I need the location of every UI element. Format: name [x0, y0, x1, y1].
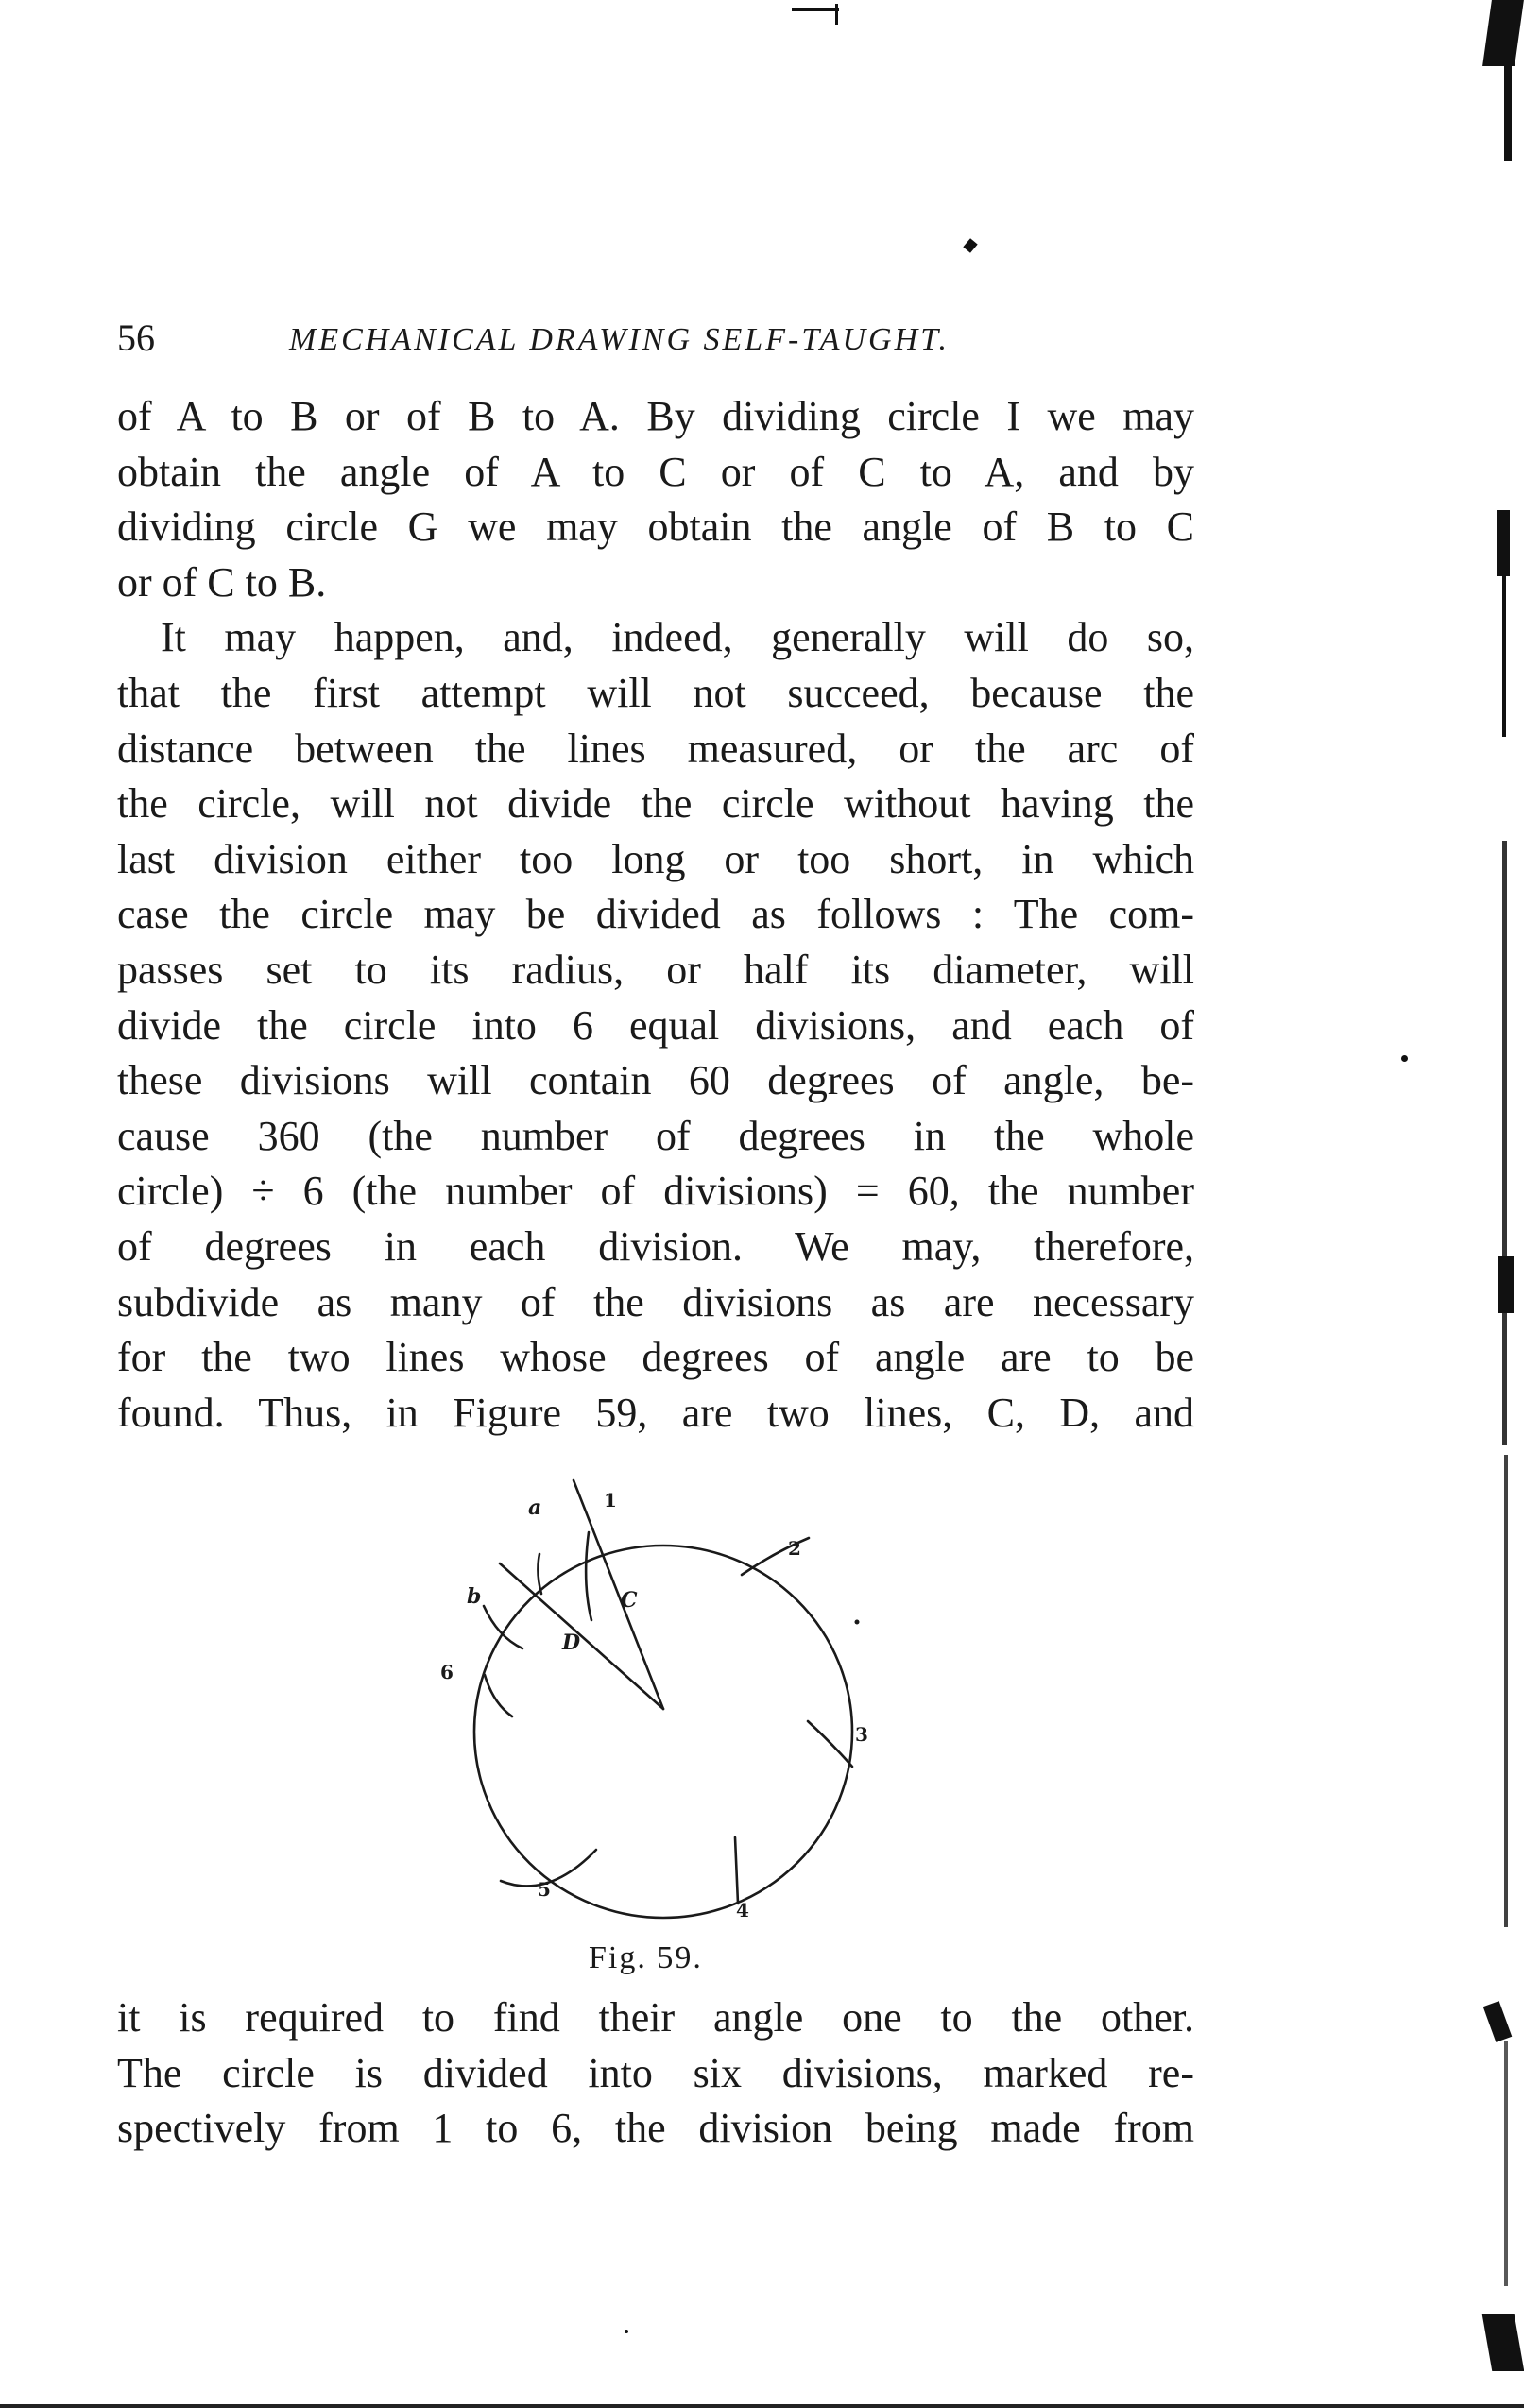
scan-speck	[1401, 1055, 1408, 1062]
label-4: 4	[736, 1899, 749, 1921]
text-line: circle) ÷ 6 (the number of divisions) = 60, the number	[117, 1168, 1194, 1215]
text-line: divide the circle into 6 equal divisions, and each of	[117, 1001, 1194, 1049]
label-a: a	[528, 1495, 542, 1520]
running-head	[117, 315, 1194, 362]
scan-edge-shadow	[1481, 0, 1524, 2408]
scan-speck	[963, 238, 977, 253]
arc-mark-3	[808, 1721, 852, 1767]
scan-top-mark	[792, 8, 839, 11]
text-line: last division either too long or too short, in which	[117, 835, 1194, 882]
text-line: spectively from 1 to 6, the division being made from	[117, 2105, 1194, 2152]
scan-top-mark	[835, 4, 838, 25]
text-line: case the circle may be divided as follows : The com-	[117, 891, 1194, 938]
page-number: 56	[117, 316, 155, 359]
text-line: subdivide as many of the divisions as are necessary	[117, 1278, 1194, 1325]
text-line: It may happen, and, indeed, generally will do so,	[161, 614, 1194, 661]
figure-59	[416, 1460, 907, 1998]
text-line: these divisions will contain 60 degrees of angle, be-	[117, 1057, 1194, 1104]
text-line: passes set to its radius, or half its diameter, will	[117, 946, 1194, 993]
text-line: The circle is divided into six divisions, marked re-	[117, 2049, 1194, 2096]
arc-mark-1	[586, 1532, 591, 1620]
text-line: of A to B or of B to A. By dividing circle I we may	[117, 393, 1194, 439]
label-b: b	[467, 1584, 482, 1609]
scan-speck	[625, 2330, 628, 2333]
stray-dot	[855, 1620, 860, 1625]
text-line: the circle, will not divide the circle without having the	[117, 780, 1194, 828]
text-line: distance between the lines measured, or the arc of	[117, 725, 1194, 772]
text-line: obtain the angle of A to C or of C to A, and by	[117, 448, 1194, 495]
text-line: for the two lines whose degrees of angle are to be	[117, 1334, 1194, 1381]
scan-bottom-edge	[0, 2404, 1524, 2408]
text-line: dividing circle G we may obtain the angle of B to C	[117, 504, 1194, 551]
text-line: that the first attempt will not succeed, because the	[117, 669, 1194, 716]
circle-division-diagram	[416, 1460, 907, 1998]
label-5: 5	[538, 1878, 551, 1901]
arc-mark-a	[538, 1554, 541, 1594]
text-line: found. Thus, in Figure 59, are two lines, C, D, and	[117, 1389, 1194, 1436]
arc-mark-6	[485, 1675, 512, 1716]
label-d: D	[562, 1631, 581, 1655]
label-c: C	[621, 1588, 638, 1613]
body-text-bottom	[117, 1990, 1194, 2157]
text-line: of degrees in each division. We may, therefore,	[117, 1222, 1194, 1270]
book-title: MECHANICAL DRAWING SELF-TAUGHT.	[289, 322, 950, 357]
label-3: 3	[855, 1723, 868, 1746]
line-d	[500, 1563, 663, 1709]
label-2: 2	[788, 1537, 801, 1560]
figure-caption: Fig. 59.	[589, 1940, 703, 1975]
text-line: or of C to B.	[117, 558, 327, 606]
divided-circle	[474, 1546, 852, 1918]
label-6: 6	[440, 1661, 454, 1683]
text-line: it is required to find their angle one to the other.	[117, 1994, 1194, 2041]
arc-mark-4	[735, 1837, 738, 1904]
text-line: cause 360 (the number of degrees in the whole	[117, 1112, 1194, 1159]
body-text-top	[117, 389, 1194, 1441]
label-1: 1	[604, 1489, 617, 1511]
